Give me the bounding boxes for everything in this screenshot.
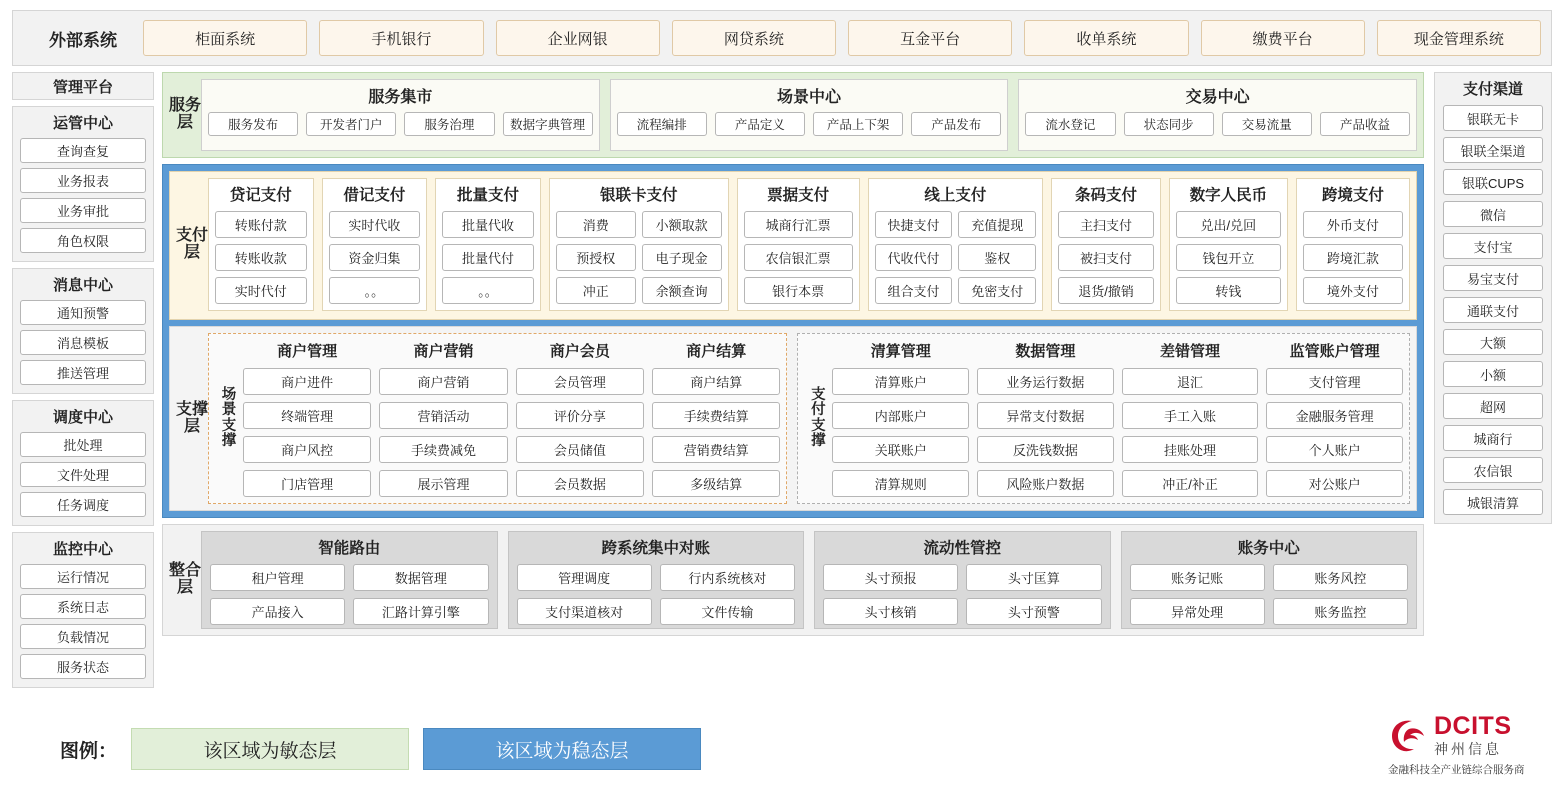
support-layer-body xyxy=(208,333,1410,504)
support-layer xyxy=(169,326,1417,511)
list-item[interactable]: 银联全渠道 xyxy=(1443,137,1543,163)
list-item[interactable]: 账务风控 xyxy=(1273,564,1408,591)
group-row xyxy=(329,277,421,304)
list-item[interactable]: 手续费减免 xyxy=(379,436,507,463)
group-row xyxy=(210,598,489,625)
debit-payment-group xyxy=(322,178,428,311)
list-item[interactable]: 内部账户 xyxy=(832,402,969,429)
group-title: 监管账户管理 xyxy=(1289,343,1380,360)
list-item[interactable]: 余额查询 xyxy=(642,277,722,304)
list-item[interactable]: 支付宝 xyxy=(1443,233,1543,259)
scenario-center-group xyxy=(610,79,1009,151)
group-row xyxy=(875,277,1036,304)
list-item[interactable]: 挂账处理 xyxy=(1122,436,1259,463)
list-item[interactable]: 易宝支付 xyxy=(1443,265,1543,291)
group-row xyxy=(744,211,853,238)
logo-tagline: 金融科技全产业链综合服务商 xyxy=(1388,763,1525,776)
group-row xyxy=(556,244,722,271)
list-item[interactable]: 被扫支付 xyxy=(1058,244,1154,271)
group-row xyxy=(442,277,534,304)
online-payment-group xyxy=(868,178,1043,311)
scene-support-columns xyxy=(243,340,780,497)
list-item[interactable]: 产品定义 xyxy=(715,112,805,136)
service-layer-groups xyxy=(201,79,1417,151)
group-grid xyxy=(744,211,853,304)
stable-region xyxy=(162,164,1424,518)
group-scheduling-center xyxy=(12,400,154,526)
list-item[interactable]: 负载情况 xyxy=(20,624,146,649)
external-systems-bar xyxy=(12,10,1552,66)
group-title: 智能路由 xyxy=(318,540,381,557)
group-grid xyxy=(442,211,534,304)
group-row xyxy=(1058,211,1154,238)
list-item[interactable]: 超网 xyxy=(1443,393,1543,419)
group-row xyxy=(556,211,722,238)
list-item[interactable]: 文件处理 xyxy=(20,462,146,487)
group-title: 商户营销 xyxy=(413,343,474,360)
list-item[interactable]: 对公账户 xyxy=(1266,470,1403,497)
bill-payment-group xyxy=(737,178,860,311)
payment-layer-groups xyxy=(208,178,1410,311)
group-row xyxy=(875,244,1036,271)
list-item[interactable]: 转钱 xyxy=(1176,277,1281,304)
list-item[interactable]: 异常支付数据 xyxy=(977,402,1114,429)
list-item[interactable]: 汇路计算引擎 xyxy=(353,598,488,625)
group-row xyxy=(1303,277,1403,304)
group-title: 线上支付 xyxy=(924,187,987,204)
list-item[interactable]: 退汇 xyxy=(1122,368,1259,395)
list-item[interactable]: 多级结算 xyxy=(652,470,780,497)
group-title: 票据支付 xyxy=(767,187,830,204)
list-item[interactable]: 风险账户数据 xyxy=(977,470,1114,497)
group-grid xyxy=(875,211,1036,304)
payment-channels-title: 支付渠道 xyxy=(1462,81,1523,98)
list-item[interactable]: 商户风控 xyxy=(243,436,371,463)
group-row xyxy=(517,564,796,591)
list-item[interactable]: 通联支付 xyxy=(1443,297,1543,323)
group-title: 运管中心 xyxy=(52,115,113,132)
external-systems-items xyxy=(143,20,1541,56)
list-item[interactable]: 微信 xyxy=(1443,201,1543,227)
list-item[interactable]: 清算账户 xyxy=(832,368,969,395)
list-item[interactable]: 消费 xyxy=(556,211,636,238)
smart-routing-group xyxy=(201,531,498,629)
group-row xyxy=(1176,244,1281,271)
group-row xyxy=(1130,598,1409,625)
group-row xyxy=(210,564,489,591)
list-item[interactable]: 营销活动 xyxy=(379,402,507,429)
merchant-member-column xyxy=(516,340,644,497)
group-row xyxy=(517,598,796,625)
list-item[interactable]: 预授权 xyxy=(556,244,636,271)
list-item[interactable]: 商户进件 xyxy=(243,368,371,395)
group-row xyxy=(442,244,534,271)
integration-layer xyxy=(162,524,1424,636)
list-item[interactable]: 资金归集 xyxy=(329,244,421,271)
list-item[interactable]: 账务监控 xyxy=(1273,598,1408,625)
list-item[interactable]: 小额 xyxy=(1443,361,1543,387)
list-item[interactable]: 业务报表 xyxy=(20,168,146,193)
list-item[interactable]: 个人账户 xyxy=(1266,436,1403,463)
list-item[interactable]: 数据管理 xyxy=(353,564,488,591)
center-layers xyxy=(162,72,1424,636)
payment-support-columns xyxy=(832,340,1403,497)
list-item[interactable]: 系统日志 xyxy=(20,594,146,619)
list-item[interactable]: 任务调度 xyxy=(20,492,146,517)
group-message-center xyxy=(12,268,154,394)
list-item[interactable]: 免密支付 xyxy=(958,277,1036,304)
list-item[interactable]: 服务状态 xyxy=(20,654,146,679)
group-row xyxy=(1303,244,1403,271)
group-title: 跨系统集中对账 xyxy=(601,540,710,557)
group-row xyxy=(1130,564,1409,591)
external-system-item[interactable]: 手机银行 xyxy=(319,20,483,56)
external-system-item[interactable]: 柜面系统 xyxy=(143,20,307,56)
list-item[interactable]: 手续费结算 xyxy=(652,402,780,429)
group-title: 数据管理 xyxy=(1015,343,1076,360)
payment-layer xyxy=(169,171,1417,320)
list-item[interactable]: 钱包开立 xyxy=(1176,244,1281,271)
error-management-column xyxy=(1122,340,1259,497)
group-grid xyxy=(1176,211,1281,304)
list-item[interactable]: 手工入账 xyxy=(1122,402,1259,429)
list-item[interactable]: 实时代收 xyxy=(329,211,421,238)
list-item[interactable]: 反洗钱数据 xyxy=(977,436,1114,463)
group-title: 数字人民币 xyxy=(1189,187,1268,204)
external-system-item[interactable]: 缴费平台 xyxy=(1201,20,1365,56)
group-row xyxy=(1176,277,1281,304)
list-item[interactable]: 。。 xyxy=(329,277,421,304)
barcode-payment-group xyxy=(1051,178,1161,311)
list-item[interactable]: 服务治理 xyxy=(404,112,494,136)
group-title: 差错管理 xyxy=(1160,343,1221,360)
external-system-item[interactable]: 企业网银 xyxy=(496,20,660,56)
list-item[interactable]: 实时代付 xyxy=(215,277,307,304)
scene-support-box xyxy=(208,333,787,504)
list-item[interactable]: 电子现金 xyxy=(642,244,722,271)
group-title: 流动性管控 xyxy=(923,540,1001,557)
group-title: 银联卡支付 xyxy=(599,187,678,204)
group-row xyxy=(1058,244,1154,271)
group-row xyxy=(329,244,421,271)
list-item[interactable]: 快捷支付 xyxy=(875,211,953,238)
list-item[interactable]: 城商行 xyxy=(1443,425,1543,451)
external-system-item[interactable]: 收单系统 xyxy=(1024,20,1188,56)
list-item[interactable]: 会员管理 xyxy=(516,368,644,395)
group-title: 监控中心 xyxy=(52,541,113,558)
service-market-group xyxy=(201,79,600,151)
group-grid xyxy=(556,211,722,304)
list-item[interactable]: 营销费结算 xyxy=(652,436,780,463)
list-item[interactable]: 组合支付 xyxy=(875,277,953,304)
service-layer xyxy=(162,72,1424,158)
group-grid xyxy=(1303,211,1403,304)
group-title: 清算管理 xyxy=(870,343,931,360)
unionpay-card-group xyxy=(549,178,729,311)
group-monitoring-center xyxy=(12,532,154,688)
list-item[interactable]: 产品接入 xyxy=(210,598,345,625)
group-grid xyxy=(329,211,421,304)
list-item[interactable]: 鉴权 xyxy=(958,244,1036,271)
list-item[interactable]: 门店管理 xyxy=(243,470,371,497)
legend-label: 图例： xyxy=(60,740,118,762)
group-title: 消息中心 xyxy=(52,277,113,294)
payment-channels-column xyxy=(1434,72,1552,524)
logo-row xyxy=(1388,714,1556,758)
group-row xyxy=(215,211,307,238)
payment-layer-label: 支付层 xyxy=(176,226,209,261)
group-row xyxy=(617,112,1002,136)
list-item[interactable]: 角色权限 xyxy=(20,228,146,253)
list-item[interactable]: 。。 xyxy=(442,277,534,304)
group-row xyxy=(208,112,593,136)
group-title: 借记支付 xyxy=(343,187,406,204)
service-layer-label: 服务层 xyxy=(169,97,202,131)
list-item[interactable]: 代收代付 xyxy=(875,244,953,271)
group-title: 账务中心 xyxy=(1237,540,1300,557)
external-system-item[interactable]: 现金管理系统 xyxy=(1377,20,1541,56)
list-item[interactable]: 产品收益 xyxy=(1320,112,1410,136)
group-row xyxy=(442,211,534,238)
list-item[interactable]: 业务审批 xyxy=(20,198,146,223)
group-title: 贷记支付 xyxy=(229,187,292,204)
data-management-column xyxy=(977,340,1114,497)
list-item[interactable]: 头寸核销 xyxy=(823,598,958,625)
list-item[interactable]: 银联无卡 xyxy=(1443,105,1543,131)
merchant-marketing-column xyxy=(379,340,507,497)
merchant-settlement-column xyxy=(652,340,780,497)
external-system-item[interactable]: 互金平台 xyxy=(848,20,1012,56)
list-item[interactable]: 业务运行数据 xyxy=(977,368,1114,395)
list-item[interactable]: 农信银汇票 xyxy=(744,244,853,271)
list-item[interactable]: 小额取款 xyxy=(642,211,722,238)
legend xyxy=(60,728,701,770)
clearing-management-column xyxy=(832,340,969,497)
list-item[interactable]: 城商行汇票 xyxy=(744,211,853,238)
list-item[interactable]: 终端管理 xyxy=(243,402,371,429)
liquidity-management-group xyxy=(814,531,1111,629)
list-item[interactable]: 展示管理 xyxy=(379,470,507,497)
list-item[interactable]: 头寸预警 xyxy=(966,598,1101,625)
list-item[interactable]: 文件传输 xyxy=(660,598,795,625)
group-row xyxy=(823,564,1102,591)
legend-agile-box: 该区域为敏态层 xyxy=(131,728,409,770)
list-item[interactable]: 境外支付 xyxy=(1303,277,1403,304)
batch-payment-group xyxy=(435,178,541,311)
credit-payment-group xyxy=(208,178,314,311)
group-title: 商户结算 xyxy=(686,343,747,360)
list-item[interactable]: 商户营销 xyxy=(379,368,507,395)
group-grid xyxy=(215,211,307,304)
list-item[interactable]: 大额 xyxy=(1443,329,1543,355)
list-item[interactable]: 运行情况 xyxy=(20,564,146,589)
group-row xyxy=(556,277,722,304)
group-row xyxy=(215,277,307,304)
group-grid xyxy=(1058,211,1154,304)
external-system-item[interactable]: 网贷系统 xyxy=(672,20,836,56)
list-item[interactable]: 行内系统核对 xyxy=(660,564,795,591)
list-item[interactable]: 消息模板 xyxy=(20,330,146,355)
list-item[interactable]: 推送管理 xyxy=(20,360,146,385)
list-item[interactable]: 产品发布 xyxy=(911,112,1001,136)
group-title: 商户会员 xyxy=(549,343,610,360)
list-item[interactable]: 城银清算 xyxy=(1443,489,1543,515)
group-row xyxy=(744,244,853,271)
logo-text xyxy=(1434,714,1512,758)
group-title: 场景中心 xyxy=(777,89,842,106)
list-item[interactable]: 银联CUPS xyxy=(1443,169,1543,195)
list-item[interactable]: 异常处理 xyxy=(1130,598,1265,625)
list-item[interactable]: 退货/撤销 xyxy=(1058,277,1154,304)
dcits-swoosh-icon xyxy=(1388,716,1428,756)
company-logo xyxy=(1388,714,1556,777)
group-title: 调度中心 xyxy=(52,409,113,426)
group-title: 商户管理 xyxy=(277,343,338,360)
list-item[interactable]: 关联账户 xyxy=(832,436,969,463)
group-row xyxy=(1303,211,1403,238)
external-systems-title: 外部系统 xyxy=(49,30,117,50)
regulatory-account-management-column xyxy=(1266,340,1403,497)
merchant-management-column xyxy=(243,340,371,497)
list-item[interactable]: 批处理 xyxy=(20,432,146,457)
list-item[interactable]: 跨境汇款 xyxy=(1303,244,1403,271)
accounting-center-group xyxy=(1121,531,1418,629)
support-layer-label: 支撑层 xyxy=(176,400,209,435)
list-item[interactable]: 农信银 xyxy=(1443,457,1543,483)
list-item[interactable]: 服务发布 xyxy=(208,112,298,136)
cross-system-reconciliation-group xyxy=(508,531,805,629)
list-item[interactable]: 支付渠道核对 xyxy=(517,598,652,625)
list-item[interactable]: 交易流量 xyxy=(1222,112,1312,136)
cross-border-payment-group xyxy=(1296,178,1410,311)
list-item[interactable]: 兑出/兑回 xyxy=(1176,211,1281,238)
brand-en: DCITS xyxy=(1434,712,1512,740)
group-row xyxy=(1058,277,1154,304)
list-item[interactable]: 批量代付 xyxy=(442,244,534,271)
list-item[interactable]: 产品上下架 xyxy=(813,112,903,136)
list-item[interactable]: 商户结算 xyxy=(652,368,780,395)
payment-support-label: 支付支撑 xyxy=(811,387,826,449)
list-item[interactable]: 租户管理 xyxy=(210,564,345,591)
list-item[interactable]: 银行本票 xyxy=(744,277,853,304)
group-row xyxy=(329,211,421,238)
digital-rmb-group xyxy=(1169,178,1288,311)
group-row xyxy=(1025,112,1410,136)
list-item[interactable]: 转账付款 xyxy=(215,211,307,238)
legend-stable-box: 该区域为稳态层 xyxy=(423,728,701,770)
list-item[interactable]: 会员数据 xyxy=(516,470,644,497)
group-title: 条码支付 xyxy=(1075,187,1138,204)
list-item[interactable]: 通知预警 xyxy=(20,300,146,325)
group-title: 跨境支付 xyxy=(1321,187,1384,204)
group-row xyxy=(744,277,853,304)
list-item[interactable]: 金融服务管理 xyxy=(1266,402,1403,429)
list-item[interactable]: 状态同步 xyxy=(1124,112,1214,136)
integration-layer-groups xyxy=(201,531,1417,629)
list-item[interactable]: 管理调度 xyxy=(517,564,652,591)
list-item[interactable]: 流程编排 xyxy=(617,112,707,136)
payment-support-box xyxy=(797,333,1410,504)
list-item[interactable]: 冲正/补正 xyxy=(1122,470,1259,497)
group-title: 服务集市 xyxy=(368,89,433,106)
group-row xyxy=(215,244,307,271)
list-item[interactable]: 头寸预报 xyxy=(823,564,958,591)
scene-support-label: 场景支撑 xyxy=(221,387,237,449)
list-item[interactable]: 充值提现 xyxy=(958,211,1036,238)
brand-cn: 神州信息 xyxy=(1434,741,1502,757)
list-item[interactable]: 主扫支付 xyxy=(1058,211,1154,238)
group-operations-center xyxy=(12,106,154,262)
list-item[interactable]: 评价分享 xyxy=(516,402,644,429)
list-item[interactable]: 转账收款 xyxy=(215,244,307,271)
group-row xyxy=(823,598,1102,625)
transaction-center-group xyxy=(1018,79,1417,151)
group-row xyxy=(875,211,1036,238)
management-platform-column xyxy=(12,72,154,688)
list-item[interactable]: 数据字典管理 xyxy=(503,112,593,136)
management-platform-title: 管理平台 xyxy=(12,72,154,100)
integration-layer-label: 整合层 xyxy=(169,562,202,596)
group-title: 批量支付 xyxy=(457,187,520,204)
group-title: 交易中心 xyxy=(1185,89,1250,106)
list-item[interactable]: 支付管理 xyxy=(1266,368,1403,395)
list-item[interactable]: 账务记账 xyxy=(1130,564,1265,591)
list-item[interactable]: 流水登记 xyxy=(1025,112,1115,136)
list-item[interactable]: 会员储值 xyxy=(516,436,644,463)
list-item[interactable]: 查询查复 xyxy=(20,138,146,163)
list-item[interactable]: 开发者门户 xyxy=(306,112,396,136)
group-row xyxy=(1176,211,1281,238)
list-item[interactable]: 清算规则 xyxy=(832,470,969,497)
list-item[interactable]: 外币支付 xyxy=(1303,211,1403,238)
list-item[interactable]: 冲正 xyxy=(556,277,636,304)
list-item[interactable]: 头寸匡算 xyxy=(966,564,1101,591)
list-item[interactable]: 批量代收 xyxy=(442,211,534,238)
